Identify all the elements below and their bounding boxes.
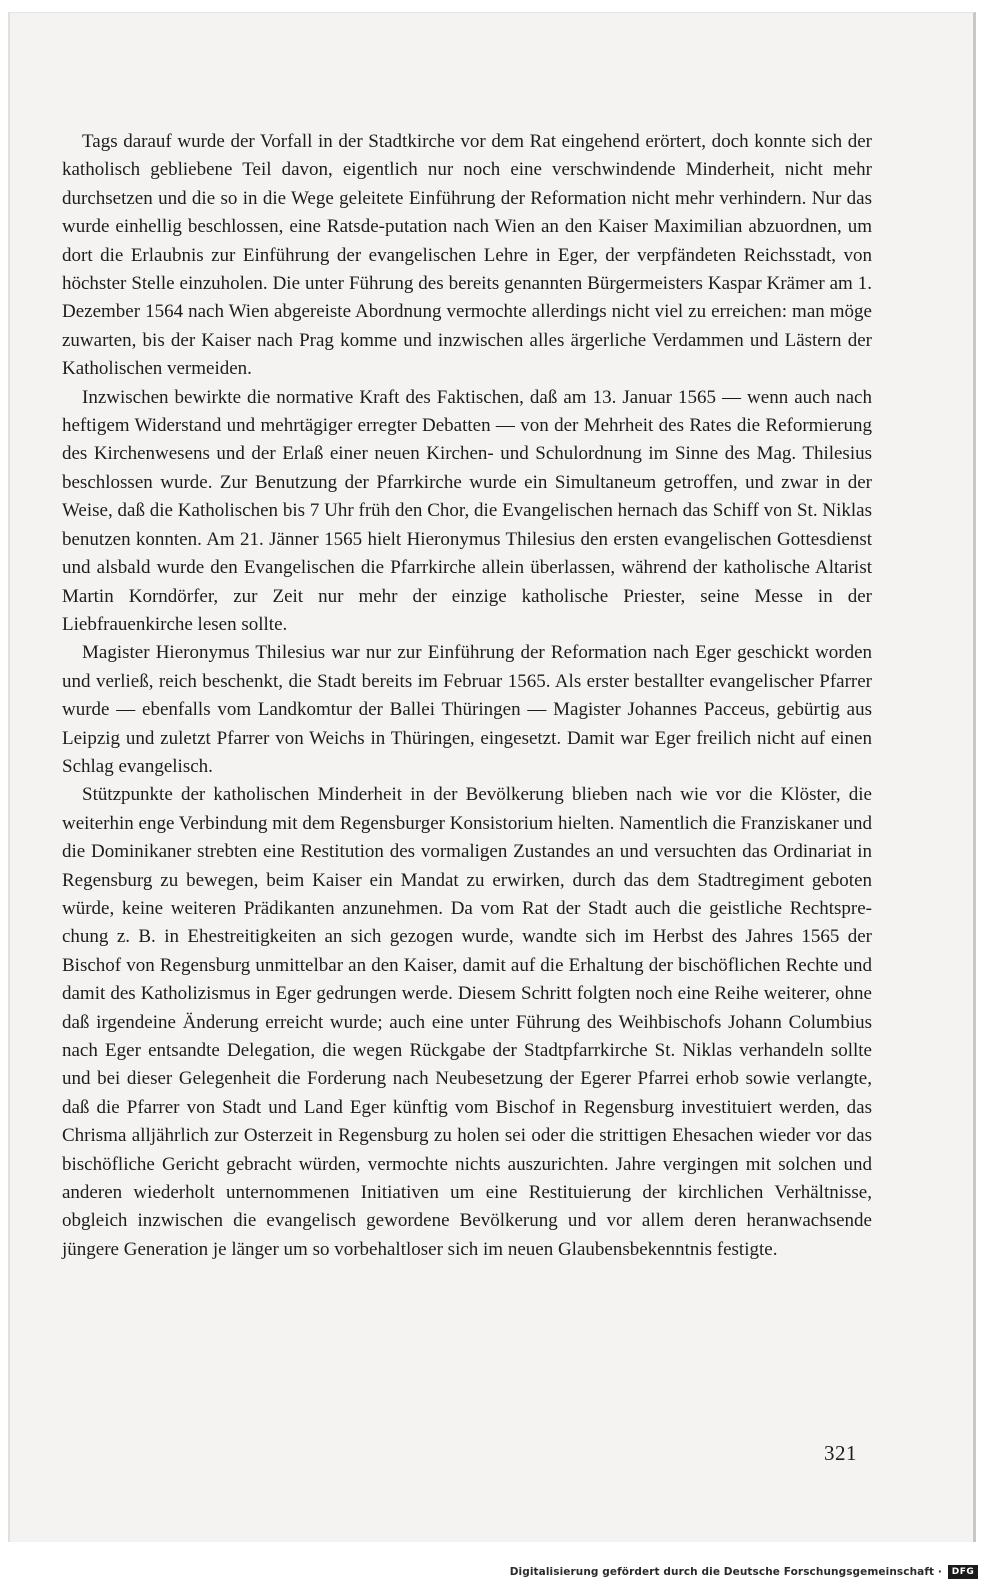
page-edge (8, 12, 10, 1542)
dfg-logo: DFG (948, 1565, 978, 1579)
page-number: 321 (824, 1441, 857, 1465)
paragraph-1: Tags darauf wurde der Vorfall in der Stadtkirche vor dem Rat eingehend erörtert, doch konnte sich der katholisch gebliebene Teil davon, eigentlich nur noch eine verschwindende Minderheit, nicht mehr durchsetzen und die so in die Wege geleitete Einführung der Reformation nicht mehr verhindern. Nur das wurde einhellig beschlossen, eine Ratsde-putation nach Wien an den Kaiser Maximilian abzuordnen, um dort die Erlaubnis zur Einführung der evangelischen Lehre in Eger, der verpfändeten Reichsstadt, von höchster Stelle einzuholen. Die unter Führung des bereits genannten Bürgermeisters Kaspar Krämer am 1. Dezember 1564 nach Wien abgereiste Abordnung vermochte allerdings nicht viel zu erreichen: man möge zuwarten, bis der Kaiser nach Prag komme und inzwischen alles ärgerliche Verdammen und Lästern der Katholischen vermeiden. (62, 131, 872, 380)
body-text (62, 128, 872, 1264)
paragraph-2: Inzwischen bewirkte die normative Kraft des Faktischen, daß am 13. Januar 1565 — wenn auch nach heftigem Widerstand und mehrtägiger erregter Debatten — von der Mehrheit des Rates die Reformierung des Kirchenwesens und der Erlaß einer neuen Kirchen- und Schulordnung im Sinne des Mag. Thilesius beschlossen wurde. Zur Benutzung der Pfarrkirche wurde ein Simultaneum getroffen, und zwar in der Weise, daß die Katholischen bis 7 Uhr früh den Chor, die Evangelischen hernach das Schiff von St. Niklas benutzen konnten. Am 21. Jänner 1565 hielt Hieronymus Thilesius den ersten evangelischen Gottesdienst und alsbald wurde den Evangelischen die Pfarrkirche allein überlassen, während der katholische Altarist Martin Korndörfer, zur Zeit nur mehr der einzige katholische Priester, seine Messe in der Liebfrauenkirche lesen sollte. (62, 386, 872, 635)
digitization-credit: Digitalisierung gefördert durch die Deutsche Forschungsgemeinschaft · (509, 1566, 942, 1578)
paragraph-3: Magister Hieronymus Thilesius war nur zur Einführung der Reformation nach Eger geschickt worden und verließ, reich beschenkt, die Stadt bereits im Februar 1565. Als erster bestallter evangelischer Pfarrer wurde — ebenfalls vom Landkomtur der Ballei Thüringen — Magister Johannes Pacceus, gebürtig aus Leipzig und zuletzt Pfarrer von Weichs in Thüringen, eingesetzt. Damit war Eger freilich nicht auf einen Schlag evangelisch. (62, 642, 872, 777)
paragraph-4: Stützpunkte der katholischen Minderheit in der Bevölkerung blieben nach wie vor die Klöster, die weiterhin enge Verbindung mit dem Regensburger Konsistorium hielten. Namentlich die Franziskaner und die Dominikaner strebten eine Restitution des vormaligen Zustandes an und versuchten das Ordinariat in Regensburg zu bewegen, beim Kaiser ein Mandat zu erwirken, durch das dem Stadtregiment geboten würde, keine weiteren Prädikanten anzunehmen. Da vom Rat der Stadt auch die geistliche Rechtspre-chung z. B. in Ehestreitigkeiten an sich gezogen wurde, wandte sich im Herbst des Jahres 1565 der Bischof von Regensburg unmittelbar an den Kaiser, damit auf die Erhaltung der bischöflichen Rechte und damit des Katholizismus in Eger gedrungen werde. Diesem Schritt folgten noch eine Reihe weiterer, ohne daß irgendeine Änderung erreicht wurde; auch eine unter Führung des Weihbischofs Johann Columbius nach Eger entsandte Delegation, die wegen Rückgabe der Stadtpfarrkirche St. Niklas verhandeln sollte und bei dieser Gelegenheit die Forderung nach Neubesetzung der Egerer Pfarrei erhob sowie verlangte, daß die Pfarrer von Stadt und Land Eger künftig vom Bischof in Regensburg investituiert werden, das Chrisma alljährlich zur Osterzeit in Regensburg zu holen sei oder die strittigen Ehesachen wieder vor das bischöfliche Gericht gebracht würden, vermochte nichts auszurichten. Jahre vergingen mit solchen und anderen wiederholt unternommenen Initiativen um eine Restituierung der kirchlichen Verhältnisse, obgleich inzwischen die evangelisch gewordene Bevölkerung und vor allem deren heranwachsende jüngere Generation je länger um so vorbehaltloser sich im neuen Glaubensbekenntnis festigte. (62, 784, 872, 1260)
